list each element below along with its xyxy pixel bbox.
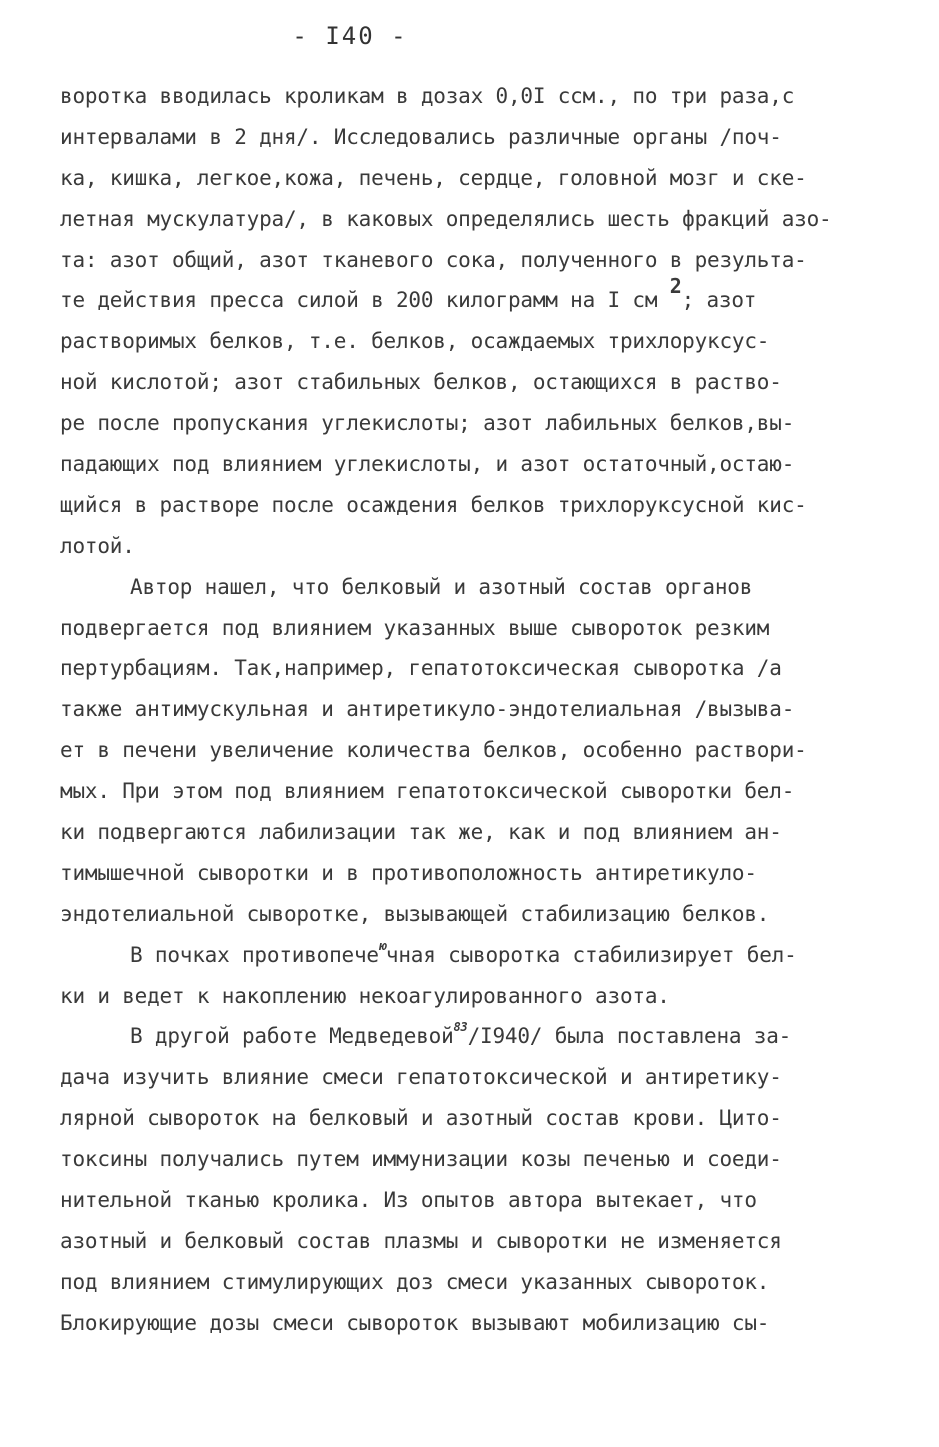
text-line: растворимых белков, т.е. белков, осаждаемых трихлоруксус- bbox=[60, 329, 770, 354]
text-line: токсины получались путем иммунизации козы печенью и соеди- bbox=[60, 1147, 782, 1172]
text-fragment: В другой работе Медведевой bbox=[130, 1024, 454, 1049]
text-line: лярной сывороток на белковый и азотный состав крови. Цито- bbox=[60, 1106, 782, 1131]
text-line: воротка вводилась кроликам в дозах 0,0I ccм., по три раза,с bbox=[60, 84, 795, 108]
page-number: - I40 - bbox=[292, 22, 408, 50]
text-line: Блокирующие дозы смеси сывороток вызывают мобилизацию сы- bbox=[60, 1310, 770, 1335]
text-line: нительной тканью кролика. Из опытов автора вытекает, что bbox=[60, 1188, 757, 1213]
text-fragment: /I940/ была поставлена за- bbox=[467, 1024, 792, 1049]
handwritten-insertion: ю bbox=[378, 938, 386, 953]
text-line: ре после пропускания углекислоты; азот лабильных белков,вы- bbox=[60, 411, 795, 436]
text-line: интервалами в 2 дня/. Исследовались различные органы /поч- bbox=[60, 124, 782, 149]
text-line: Автор нашел, что белковый и азотный состав органов bbox=[130, 574, 753, 599]
text-fragment: те действия пресса силой в 200 килограмм на I см bbox=[60, 288, 670, 313]
text-line: азотный и белковый состав плазмы и сыворотки не изменяется bbox=[60, 1228, 782, 1253]
text-line: эндотелиальной сыворотке, вызывающей стабилизацию белков. bbox=[60, 901, 770, 926]
text-line: ной кислотой; азот стабильных белков, остающихся в раство- bbox=[60, 370, 782, 395]
text-line: ка, кишка, легкое,кожа, печень, сердце, головной мозг и ске- bbox=[60, 165, 807, 190]
text-line: ки и ведет к накоплению некоагулированного азота. bbox=[60, 983, 670, 1008]
text-line: мых. При этом под влиянием гепатотоксической сыворотки бел- bbox=[60, 779, 795, 804]
text-line: подвергается под влиянием указанных выше сывороток резким bbox=[60, 615, 770, 640]
text-line-with-superscript bbox=[60, 274, 860, 321]
text-line: щийся в растворе после осаждения белков трихлоруксусной кис- bbox=[60, 492, 807, 517]
reference-number: 83 bbox=[453, 1020, 468, 1035]
superscript: 2 bbox=[669, 274, 682, 299]
text-line-with-superscript bbox=[60, 935, 860, 976]
text-line: падающих под влиянием углекислоты, и азот остаточный,остаю- bbox=[60, 452, 795, 477]
text-line: под влиянием стимулирующих доз смеси указанных сывороток. bbox=[60, 1269, 770, 1294]
text-fragment: чная сыворотка стабилизирует бел- bbox=[385, 942, 797, 967]
text-line: дача изучить влияние смеси гепатотоксической и антиретику- bbox=[60, 1065, 782, 1090]
text-line: ки подвергаются лабилизации так же, как и под влиянием ан- bbox=[60, 820, 782, 845]
text-fragment: ; азот bbox=[681, 288, 757, 313]
text-line: ет в печени увеличение количества белков, особенно раствори- bbox=[60, 738, 807, 763]
text-line: тимышечной сыворотки и в противоположность антиретикуло- bbox=[60, 860, 757, 885]
text-line: та: азот общий, азот тканевого сока, полученного в результа- bbox=[60, 247, 807, 272]
text-line: летная мускулатура/, в каковых определялись шесть фракций азо- bbox=[60, 206, 832, 231]
text-line: лотой. bbox=[60, 533, 135, 558]
text-line: пертурбациям. Так,например, гепатотоксическая сыворотка /а bbox=[60, 656, 782, 681]
text-line-with-superscript bbox=[60, 1016, 860, 1057]
text-fragment: В почках противопече bbox=[130, 942, 379, 967]
document-body bbox=[60, 76, 860, 1344]
text-line: также антимускульная и антиретикуло-эндотелиальная /вызыва- bbox=[60, 697, 795, 722]
